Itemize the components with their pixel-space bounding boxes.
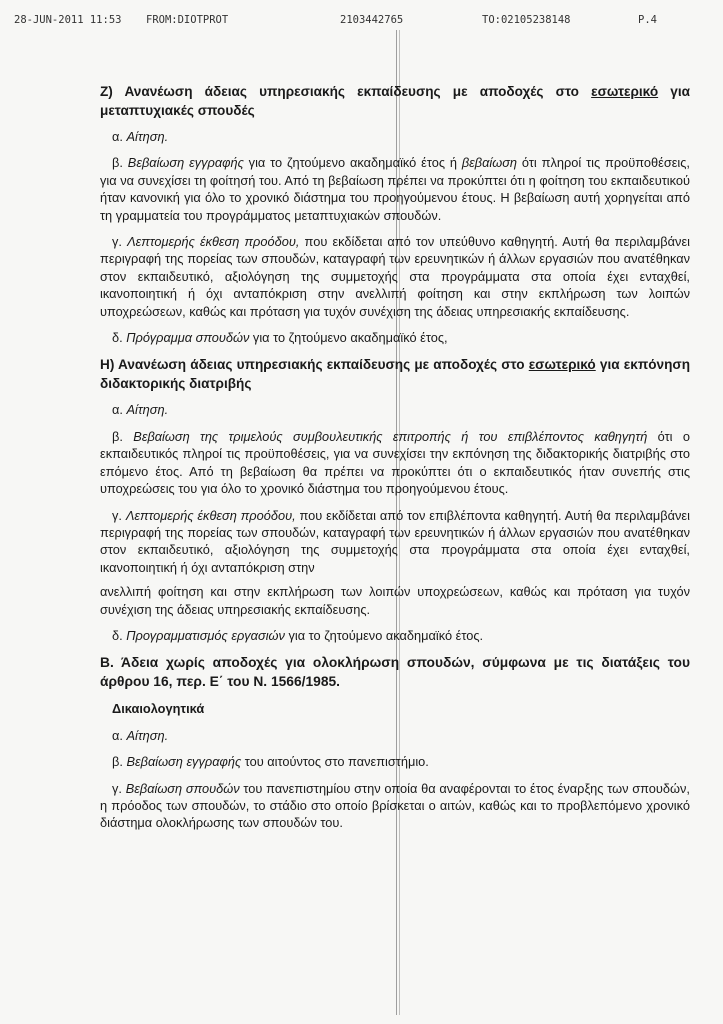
section-h-item-c-continuation: ανελλιπή φοίτηση και στην εκπλήρωση των λοιπών υποχρεώσεων, καθώς και πρόταση για τυχόν συνέχιση της άδειας υπηρεσιακής εκπαίδευσης.	[100, 584, 690, 617]
section-b-item-c: γ. Βεβαίωση σπουδών του πανεπιστημίου στην οποία θα αναφέρονται το έτος έναρξης των σπουδών, η πρόοδος των σπουδών, το στάδιο στο οποίο βρίσκεται ο αιτών, καθώς και το προβλεπόμενο χρονικό διάστημα ολοκλήρωσης των σπουδών του.	[100, 780, 690, 831]
fax-datetime: 28-JUN-2011 11:53	[14, 14, 122, 26]
section-z-heading: Ζ) Ανανέωση άδειας υπηρεσιακής εκπαίδευσης με αποδοχές στο εσωτερικό για μεταπτυχιακές σπουδές	[100, 84, 690, 118]
section-z-item-d: δ. Πρόγραμμα σπουδών για το ζητούμενο ακαδημαϊκό έτος,	[112, 330, 448, 346]
fax-header	[14, 14, 693, 32]
section-b-subtitle: Δικαιολογητικά	[112, 701, 205, 717]
fax-page: P.4	[638, 14, 657, 26]
fax-number: 2103442765	[340, 14, 404, 26]
section-b-heading: Β. Άδεια χωρίς αποδοχές για ολοκλήρωση σπουδών, σύμφωνα με τις διατάξεις του άρθρου 16, περ. Ε΄ του Ν. 1566/1985.	[100, 655, 690, 690]
fax-to: TO:02105238148	[482, 14, 571, 26]
underlined-word: εσωτερικό	[528, 357, 596, 373]
section-z-item-c: γ. Λεπτομερής έκθεση προόδου, που εκδίδεται από τον υπεύθυνο καθηγητή. Αυτή θα περιλαμβάνει περιγραφή της πορείας των σπουδών, καταγραφή των ερευνητικών ή άλλων εργασιών που ανατέθηκαν στον εκπαιδευτικό, αξιολόγηση της συμμετοχής στα προγράμματα στα οποία έχει ενταχθεί, ικανοποιητική ή όχι ανταπόκριση στην ανελλιπή φοίτηση και στην εκπλήρωση των λοιπών υποχρεώσεων, καθώς και πρόταση για τυχόν συνέχιση της άδειας υπηρεσιακής εκπαίδευσης.	[100, 234, 690, 319]
section-h-item-d: δ. Προγραμματισμός εργασιών για το ζητούμενο ακαδημαϊκό έτος.	[112, 627, 484, 643]
section-h-item-b: β. Βεβαίωση της τριμελούς συμβουλευτικής επιτροπής ή του επιβλέποντος καθηγητή ότι ο εκπαιδευτικός πληροί τις προϋποθέσεις, για να συνεχίσει την εκπόνηση της διδακτορικής διατριβής στο επόμενο έτος. Από τη βεβαίωση θα πρέπει να προκύπτει ότι ο εκπαιδευτικός ήταν συνεπής στις υποχρεώσεις του για όλο το χρονικό διάστημα του προηγούμενου έτους.	[100, 428, 690, 497]
section-h-item-a: α. Αίτηση.	[112, 402, 169, 418]
section-h-item-c: γ. Λεπτομερής έκθεση προόδου, που εκδίδεται από τον επιβλέποντα καθηγητή. Αυτή θα περιλαμβάνει περιγραφή της πορείας των σπουδών, καταγραφή των ερευνητικών ή άλλων εργασιών που ανατέθηκαν στον εκπαιδευτικό, αξιολόγηση της συμμετοχής στα προγράμματα στα οποία έχει ενταχθεί, ικανοποιητική ή όχι ανταπόκριση στην	[100, 507, 690, 575]
section-b-item-b: β. Βεβαίωση εγγραφής του αιτούντος στο πανεπιστήμιο.	[112, 754, 429, 770]
section-z-item-b: β. Βεβαίωση εγγραφής για το ζητούμενο ακαδημαϊκό έτος ή βεβαίωση ότι πληροί τις προϋποθέσεις, για να συνεχίσει τη φοίτησή του. Από τη βεβαίωση πρέπει να προκύπτει ότι η φοίτηση του εκπαιδευτικού ήταν κανονική για όλο το χρονικό διάστημα του προηγούμενου έτους. Η βεβαίωση αυτή χορηγείται από τη γραμματεία του προγράμματος μεταπτυχιακών σπουδών.	[100, 155, 690, 223]
section-b-item-a: α. Αίτηση.	[112, 727, 169, 743]
underlined-word: εσωτερικό	[591, 84, 659, 99]
section-z-item-a: α. Αίτηση.	[112, 129, 169, 144]
document-body	[100, 82, 690, 841]
fax-from: FROM:DIOTPROT	[146, 14, 229, 26]
section-h-heading: Η) Ανανέωση άδειας υπηρεσιακής εκπαίδευσης με αποδοχές στο εσωτερικό για εκπόνηση διδακτορικής διατριβής	[100, 357, 690, 392]
